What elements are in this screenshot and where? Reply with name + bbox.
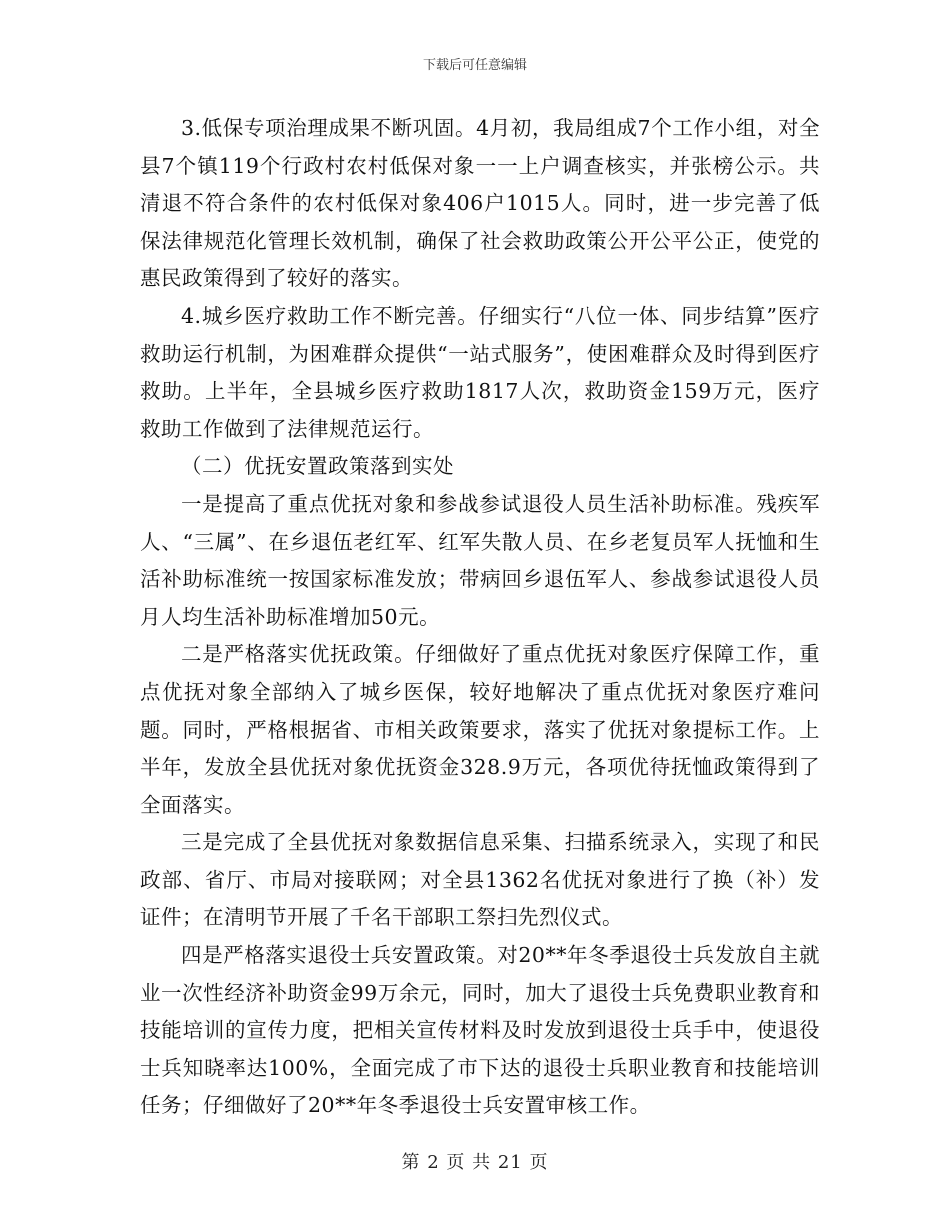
paragraph-low-income-insurance: 3.低保专项治理成果不断巩固。4月初，我局组成7个工作小组，对全县7个镇119个行政村农村低保对象一一上户调查核实，并张榜公示。共清退不符合条件的农村低保对象406户1015人。同时，进一步完善了低保法律规范化管理长效机制，确保了社会救助政策公开公平公正，使党的惠民政策得到了较好的落实。: [140, 116, 820, 291]
page-footer: 第 2 页 共 21 页: [401, 1152, 549, 1173]
paragraph-veteran-resettlement: 四是严格落实退役士兵安置政策。对20**年冬季退役士兵发放自主就业一次性经济补助资金99万余元，同时，加大了退役士兵免费职业教育和技能培训的宣传力度，把相关宣传材料及时发放到退役士兵手中，使退役士兵知晓率达100%，全面完成了市下达的退役士兵职业教育和技能培训任务；仔细做好了20**年冬季退役士兵安置审核工作。: [140, 943, 820, 1118]
section-heading: （二）优抚安置政策落到实处: [181, 454, 454, 479]
page-header: 下载后可任意编辑: [422, 58, 527, 73]
paragraph-preferential-policy: 二是严格落实优抚政策。仔细做好了重点优抚对象医疗保障工作，重点优抚对象全部纳入了城乡医保，较好地解决了重点优抚对象医疗难问题。同时，严格根据省、市相关政策要求，落实了优抚对象提标工作。上半年，发放全县优抚对象优抚资金328.9万元，各项优待抚恤政策得到了全面落实。: [140, 642, 820, 817]
document-body: [140, 110, 820, 1125]
paragraph-medical-assistance: 4.城乡医疗救助工作不断完善。仔细实行“八位一体、同步结算”医疗救助运行机制，为困难群众提供“一站式服务”，使困难群众及时得到医疗救助。上半年，全县城乡医疗救助1817人次，救助资金159万元，医疗救助工作做到了法律规范运行。: [140, 303, 820, 441]
paragraph-subsidy-standards: 一是提高了重点优抚对象和参战参试退役人员生活补助标准。残疾军人、“三属”、在乡退伍老红军、红军失散人员、在乡老复员军人抚恤和生活补助标准统一按国家标准发放；带病回乡退伍军人、参战参试退役人员月人均生活补助标准增加50元。: [140, 491, 820, 629]
paragraph-data-collection: 三是完成了全县优抚对象数据信息采集、扫描系统录入，实现了和民政部、省厅、市局对接联网；对全县1362名优抚对象进行了换（补）发证件；在清明节开展了千名干部职工祭扫先烈仪式。: [140, 830, 820, 930]
